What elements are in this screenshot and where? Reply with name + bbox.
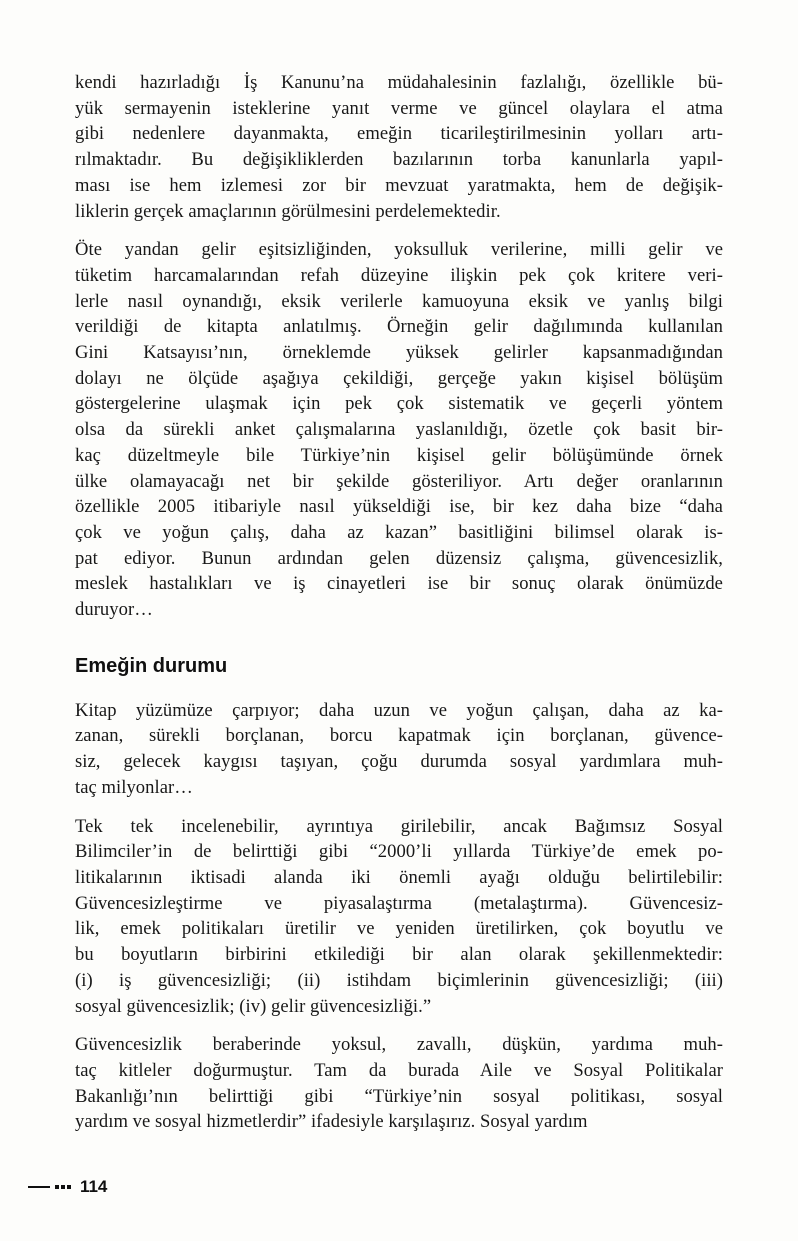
text-line: pat ediyor. Bunun ardından gelen düzensiz çalışma, güvencesizlik, xyxy=(75,547,723,569)
page-number: 114 xyxy=(79,1177,108,1196)
page-text-block xyxy=(75,70,723,1148)
text-line: ülke olamayacağı net bir şekilde gösteriliyor. Artı değer oranlarının xyxy=(75,470,723,492)
text-line: kaç düzeltmeyle bile Türkiye’nin kişisel gelir bölüşümünde örnek xyxy=(75,444,723,466)
paragraph xyxy=(75,1032,723,1135)
text-line: rılmaktadır. Bu değişikliklerden bazılarının torba kanunlarla yapıl- xyxy=(75,149,723,171)
text-line: Öte yandan gelir eşitsizliğinden, yoksulluk verilerine, milli gelir ve xyxy=(75,239,723,261)
text-line: özellikle 2005 itibariyle nasıl yükseldiği ise, bir kez daha bize “daha xyxy=(75,496,723,518)
text-line: Güvencesizlik beraberinde yoksul, zavallı, düşkün, yardıma muh- xyxy=(75,1034,723,1056)
text-line: meslek hastalıkları ve iş cinayetleri ise bir sonuç olarak önümüzde xyxy=(75,573,723,595)
text-line: lerle nasıl oynandığı, eksik verilerle kamuoyuna eksik ve yanlış bilgi xyxy=(75,290,723,312)
text-line: gibi nedenlere dayanmakta, emeğin ticarileştirilmesinin yolları artı- xyxy=(75,123,723,145)
paragraph xyxy=(75,237,723,623)
text-line: çok ve yoğun çalış, daha az kazan” basitliğini bilimsel olarak is- xyxy=(75,521,723,543)
footer-rule-icon xyxy=(28,1186,50,1189)
text-line: yük sermayenin isteklerine yanıt verme ve güncel olaylara el atma xyxy=(75,97,723,119)
footer-squares-icon xyxy=(55,1185,73,1189)
paragraph xyxy=(75,70,723,224)
text-line: duruyor… xyxy=(75,599,153,621)
paragraph xyxy=(75,814,723,1020)
text-line: (i) iş güvencesizliği; (ii) istihdam biçimlerinin güvencesizliği; (iii) xyxy=(75,969,723,991)
text-line: kendi hazırladığı İş Kanunu’na müdahalesinin fazlalığı, özellikle bü- xyxy=(75,72,723,93)
text-line: zanan, sürekli borçlanan, borcu kapatmak için borçlanan, güvence- xyxy=(75,725,723,747)
text-line: taç milyonlar… xyxy=(75,776,193,798)
section-heading: Emeğin durumu xyxy=(75,654,228,677)
text-line: verildiği de kitapta anlatılmış. Örneğin gelir dağılımında kullanılan xyxy=(75,316,723,338)
text-line: Bilimciler’in de belirttiği gibi “2000’li yıllarda Türkiye’de emek po- xyxy=(75,841,723,863)
text-line: dolayı ne ölçüde aşağıya çekildiği, gerçeğe yakın kişisel bölüşüm xyxy=(75,367,723,389)
paragraph xyxy=(75,698,723,801)
text-line: siz, gelecek kaygısı taşıyan, çoğu durumda sosyal yardımlara muh- xyxy=(75,751,723,773)
text-line: yardım ve sosyal hizmetlerdir” ifadesiyle karşılaşırız. Sosyal yardım xyxy=(75,1111,588,1133)
page-footer xyxy=(28,1177,107,1197)
text-line: Tek tek incelenebilir, ayrıntıya girilebilir, ancak Bağımsız Sosyal xyxy=(75,815,723,837)
text-line: bu boyutların birbirini etkilediği bir alan olarak şekillenmektedir: xyxy=(75,944,723,966)
text-line: sosyal güvencesizlik; (iv) gelir güvencesizliği.” xyxy=(75,995,432,1017)
text-line: litikalarının iktisadi alanda iki önemli ayağı olduğu belirtilebilir: xyxy=(75,866,723,888)
text-line: Gini Katsayısı’nın, örneklemde yüksek gelirler kapsanmadığından xyxy=(75,342,723,364)
text-line: liklerin gerçek amaçlarının görülmesini perdelemektedir. xyxy=(75,200,501,222)
text-line: lik, emek politikaları üretilir ve yeniden üretilirken, çok boyutlu ve xyxy=(75,918,723,940)
text-line: Kitap yüzümüze çarpıyor; daha uzun ve yoğun çalışan, daha az ka- xyxy=(75,699,723,721)
text-line: Bakanlığı’nın belirttiği gibi “Türkiye’nin sosyal politikası, sosyal xyxy=(75,1085,723,1107)
text-line: tüketim harcamalarından refah düzeyine ilişkin pek çok kritere veri- xyxy=(75,264,723,286)
text-line: taç kitleler doğurmuştur. Tam da burada Aile ve Sosyal Politikalar xyxy=(75,1059,723,1081)
text-line: Güvencesizleştirme ve piyasalaştırma (metalaştırma). Güvencesiz- xyxy=(75,892,723,914)
text-line: olsa da sürekli anket çalışmalarına yaslanıldığı, özetle çok basit bir- xyxy=(75,419,723,441)
text-line: ması ise hem izlemesi zor bir mevzuat yaratmakta, hem de değişik- xyxy=(75,174,723,196)
text-line: göstergelerine ulaşmak için pek çok sistematik ve geçerli yöntem xyxy=(75,393,723,415)
